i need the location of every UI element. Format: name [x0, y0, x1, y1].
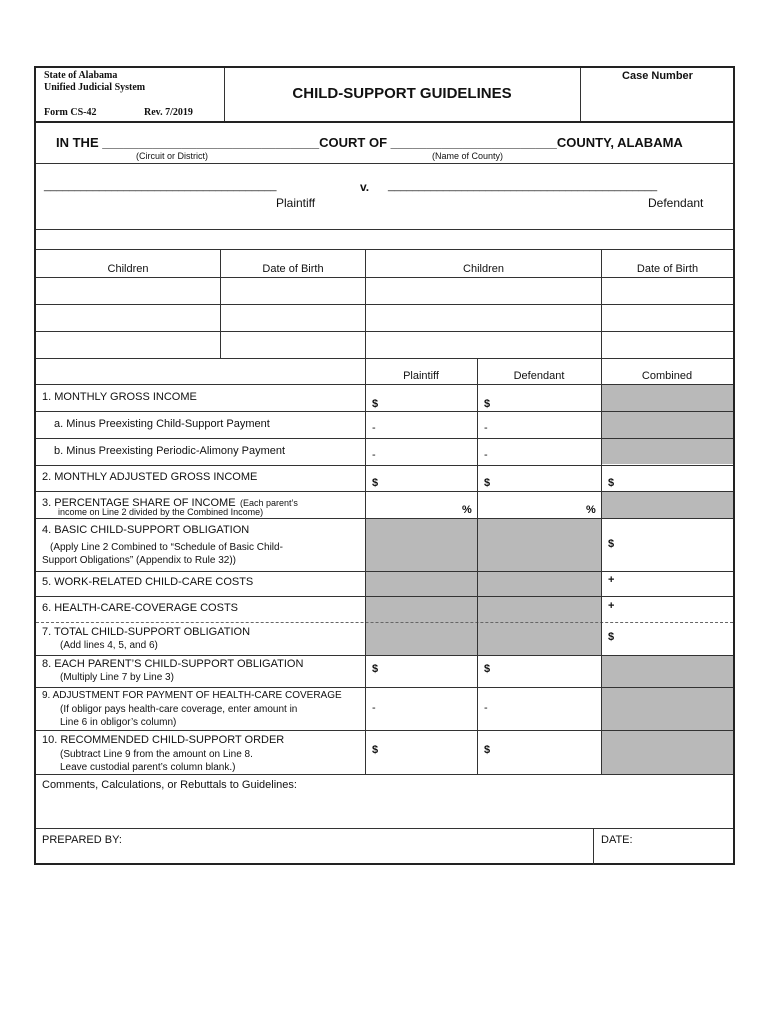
child-dob-field[interactable] [603, 279, 731, 303]
plaintiff-label: Plaintiff [276, 196, 316, 210]
minus-sign: - [484, 422, 488, 434]
minus-sign: - [484, 449, 488, 461]
dollar-sign: $ [484, 744, 491, 756]
form-number: Form CS-42 [44, 107, 97, 118]
minus-sign: - [372, 422, 376, 434]
minus-sign: - [372, 702, 376, 714]
line-4-sub1: (Apply Line 2 Combined to “Schedule of Basic Child- [50, 542, 283, 553]
comments-label: Comments, Calculations, or Rebuttals to Guidelines: [42, 779, 297, 791]
date-label: DATE: [601, 834, 633, 846]
line-8-defendant-input[interactable] [496, 658, 598, 685]
prepared-by-field[interactable] [126, 832, 588, 862]
defendant-label: Defendant [648, 196, 704, 210]
plaintiff-column-header: Plaintiff [403, 370, 439, 382]
defendant-name-field[interactable]: ____________________________________________ [388, 180, 658, 192]
line-1-plaintiff-input[interactable] [384, 388, 474, 409]
shaded-cell [602, 491, 733, 518]
court-line[interactable]: IN THE ______________________________COURT OF _______________________COUNTY, ALABAMA [56, 135, 683, 150]
dollar-sign: $ [484, 398, 491, 410]
plus-sign: + [608, 574, 615, 586]
line-9-sub1: (If obligor pays health-care coverage, enter amount in [60, 704, 298, 715]
line-9-label: 9. ADJUSTMENT FOR PAYMENT OF HEALTH-CARE COVERAGE [42, 690, 342, 701]
line-8-plaintiff-input[interactable] [384, 658, 474, 685]
comments-field[interactable] [40, 794, 729, 826]
line-5-label: 5. WORK-RELATED CHILD-CARE COSTS [42, 576, 254, 588]
defendant-column-header: Defendant [513, 370, 565, 382]
line-1b-label: b. Minus Preexisting Periodic-Alimony Payment [54, 445, 286, 457]
line-6-combined-input[interactable] [620, 599, 730, 620]
plus-sign: + [608, 600, 615, 612]
dob-header-right: Date of Birth [636, 263, 699, 275]
line-2-label: 2. MONTHLY ADJUSTED GROSS INCOME [42, 471, 258, 483]
line-9-plaintiff-input[interactable] [384, 690, 474, 728]
line-1-label: 1. MONTHLY GROSS INCOME [42, 391, 197, 403]
combined-column-header: Combined [641, 370, 693, 382]
line-7-sub: (Add lines 4, 5, and 6) [60, 640, 158, 651]
dob-header-left: Date of Birth [262, 263, 324, 275]
line-6-label: 6. HEALTH-CARE-COVERAGE COSTS [42, 602, 238, 614]
versus-label: v. [360, 180, 370, 194]
prepared-by-label: PREPARED BY: [42, 834, 122, 846]
dollar-sign: $ [484, 663, 491, 675]
line-10-sub2: Leave custodial parent’s column blank.) [60, 762, 236, 773]
line-4-combined-input[interactable] [620, 528, 730, 564]
line-1a-defendant-input[interactable] [496, 414, 598, 435]
child-name-field[interactable] [38, 279, 218, 303]
line-3-note: (Each parent’s [240, 498, 298, 508]
case-number-label: Case Number [622, 70, 693, 82]
line-7-combined-input[interactable] [620, 625, 730, 653]
revision-date: Rev. 7/2019 [144, 107, 193, 118]
line-9-sub2: Line 6 in obligor’s column) [60, 717, 177, 728]
plaintiff-name-field[interactable]: ______________________________________ [44, 180, 277, 192]
line-4-label: 4. BASIC CHILD-SUPPORT OBLIGATION [42, 524, 250, 536]
line-1a-plaintiff-input[interactable] [384, 414, 474, 435]
system-name: Unified Judicial System [44, 82, 146, 93]
date-field[interactable] [640, 832, 730, 862]
line-10-label: 10. RECOMMENDED CHILD-SUPPORT ORDER [42, 734, 285, 746]
line-3-defendant-input[interactable] [482, 495, 582, 516]
child-dob-field[interactable] [222, 279, 364, 303]
line-7-label: 7. TOTAL CHILD-SUPPORT OBLIGATION [42, 626, 251, 638]
line-10-plaintiff-input[interactable] [384, 733, 474, 771]
child-name-field[interactable] [367, 279, 600, 303]
line-8-sub: (Multiply Line 7 by Line 3) [60, 672, 174, 683]
child-support-form [34, 66, 735, 865]
children-header-right: Children [463, 263, 504, 275]
line-1b-defendant-input[interactable] [496, 441, 598, 462]
minus-sign: - [484, 702, 488, 714]
shaded-cell [602, 656, 733, 774]
line-1a-label: a. Minus Preexisting Child-Support Payment [54, 418, 270, 430]
state-name: State of Alabama [44, 70, 118, 81]
line-3-plaintiff-input[interactable] [370, 495, 458, 516]
line-8-label: 8. EACH PARENT’S CHILD-SUPPORT OBLIGATION [42, 658, 304, 670]
case-number-field[interactable] [584, 84, 729, 116]
line-2-defendant-input[interactable] [496, 468, 598, 489]
line-9-defendant-input[interactable] [496, 690, 598, 728]
county-hint: (Name of County) [432, 151, 504, 161]
dollar-sign: $ [608, 538, 615, 550]
children-header-left: Children [107, 263, 149, 275]
dollar-sign: $ [372, 663, 379, 675]
shaded-cell [602, 385, 733, 464]
dollar-sign: $ [484, 477, 491, 489]
line-10-sub1: (Subtract Line 9 from the amount on Line 8. [60, 749, 253, 760]
minus-sign: - [372, 449, 376, 461]
dollar-sign: $ [608, 631, 615, 643]
shaded-cell [478, 519, 601, 655]
circuit-hint: (Circuit or District) [136, 151, 208, 161]
line-3-title: 3. PERCENTAGE SHARE OF INCOME [42, 497, 236, 509]
line-10-defendant-input[interactable] [496, 733, 598, 771]
dollar-sign: $ [372, 398, 379, 410]
dollar-sign: $ [372, 477, 379, 489]
line-3-sub: income on Line 2 divided by the Combined Income) [58, 507, 264, 517]
dollar-sign: $ [372, 744, 379, 756]
line-1-defendant-input[interactable] [496, 388, 598, 409]
line-5-combined-input[interactable] [620, 574, 730, 594]
percent-sign: % [586, 504, 596, 516]
shaded-cell [366, 519, 477, 655]
line-2-combined-input[interactable] [620, 468, 730, 489]
dollar-sign: $ [608, 477, 615, 489]
line-1b-plaintiff-input[interactable] [384, 441, 474, 462]
form-title: CHILD-SUPPORT GUIDELINES [292, 85, 512, 102]
line-4-sub2: Support Obligations” (Appendix to Rule 32)) [42, 555, 236, 566]
line-2-plaintiff-input[interactable] [384, 468, 474, 489]
percent-sign: % [462, 504, 472, 516]
